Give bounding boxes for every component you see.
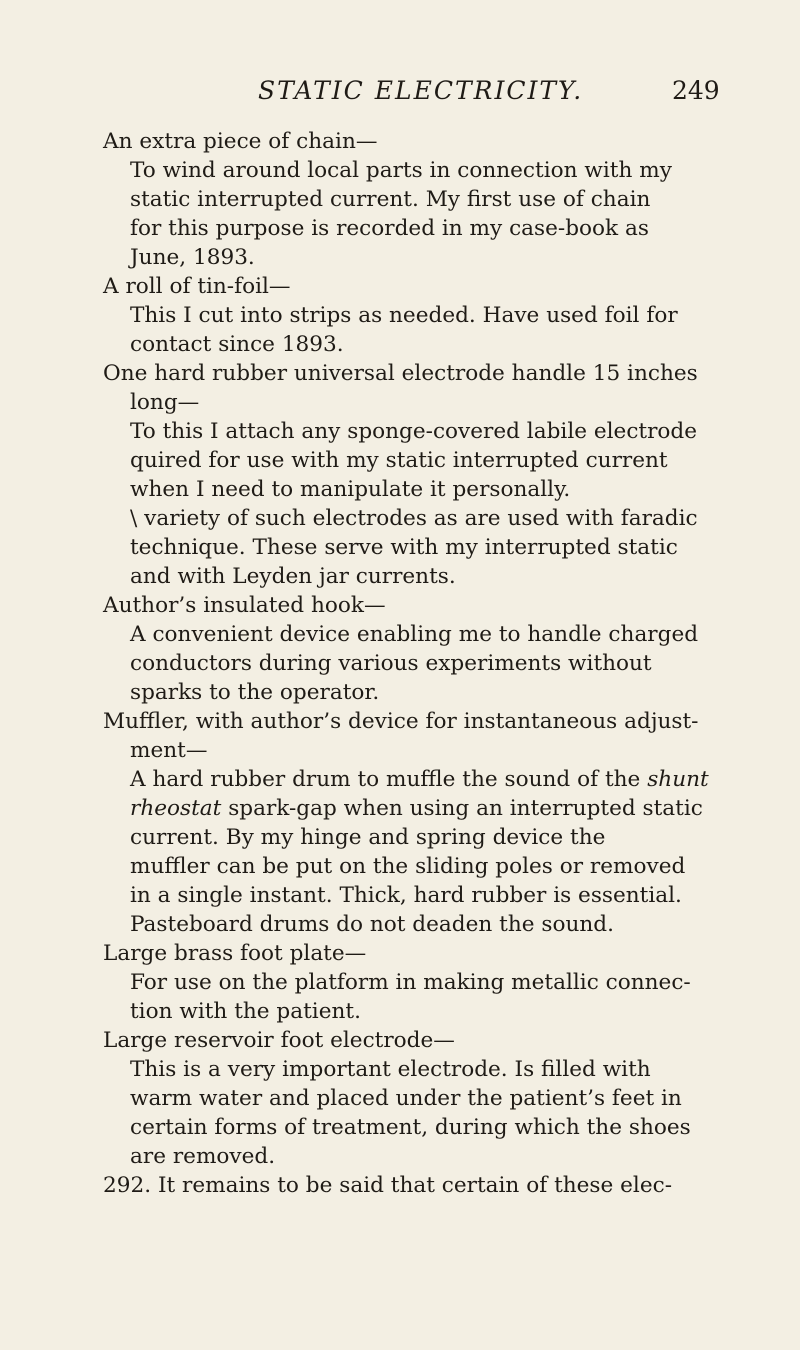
text-line: and with Leyden jar currents. <box>130 564 456 589</box>
text-line: technique. These serve with my interrupted static <box>130 535 678 560</box>
text-line <box>130 765 709 794</box>
text-line: in a single instant. Thick, hard rubber is essential. <box>130 883 682 908</box>
text-line: sparks to the operator. <box>130 680 380 705</box>
text-run: A hard rubber drum to muffle the sound of the <box>130 767 648 792</box>
text-line: long— <box>130 390 200 415</box>
text-line: \ variety of such electrodes as are used with faradic <box>130 506 698 531</box>
text-line: This is a very important electrode. Is filled with <box>130 1057 651 1082</box>
text-line: Pasteboard drums do not deaden the sound. <box>130 912 614 937</box>
text-line: static interrupted current. My first use of chain <box>130 187 651 212</box>
item-heading-foot-electrode: Large reservoir foot electrode— <box>103 1028 455 1053</box>
running-head <box>0 76 800 110</box>
text-line: are removed. <box>130 1144 276 1169</box>
text-line: ment— <box>130 738 208 763</box>
item-heading-electrode-handle: One hard rubber universal electrode handle 15 inches <box>103 361 698 386</box>
text-line: conductors during various experiments without <box>130 651 652 676</box>
text-line: quired for use with my static interrupted current <box>130 448 668 473</box>
text-line: For use on the platform in making metallic connec- <box>130 970 691 995</box>
text-line: warm water and placed under the patient’s feet in <box>130 1086 682 1111</box>
text-line: muffler can be put on the sliding poles or removed <box>130 854 686 879</box>
paragraph-292: 292. It remains to be said that certain of these elec- <box>103 1173 673 1198</box>
item-heading-foot-plate: Large brass foot plate— <box>103 941 367 966</box>
text-line: June, 1893. <box>130 245 255 270</box>
text-line: when I need to manipulate it personally. <box>130 477 571 502</box>
text-line <box>130 794 703 823</box>
text-line: To this I attach any sponge-covered labile electrode <box>130 419 698 444</box>
item-heading-tin-foil: A roll of tin-foil— <box>103 274 291 299</box>
text-line: certain forms of treatment, during which the shoes <box>130 1115 691 1140</box>
text-line: tion with the patient. <box>130 999 361 1024</box>
italic-term: shunt <box>647 767 709 792</box>
italic-term: rheostat <box>130 796 222 821</box>
text-line: To wind around local parts in connection with my <box>130 158 672 183</box>
text-line: A convenient device enabling me to handle charged <box>130 622 699 647</box>
page-number: 249 <box>672 76 720 105</box>
text-line: contact since 1893. <box>130 332 344 357</box>
item-heading-insulated-hook: Author’s insulated hook— <box>103 593 386 618</box>
running-title: STATIC ELECTRICITY. <box>258 76 584 105</box>
item-heading-muffler: Muffler, with author’s device for instantaneous adjust- <box>103 709 699 734</box>
text-line: This I cut into strips as needed. Have used foil for <box>130 303 678 328</box>
text-line: current. By my hinge and spring device the <box>130 825 606 850</box>
text-run: spark-gap when using an interrupted static <box>221 796 703 821</box>
item-heading-chain: An extra piece of chain— <box>103 129 378 154</box>
text-line: for this purpose is recorded in my case-book as <box>130 216 649 241</box>
